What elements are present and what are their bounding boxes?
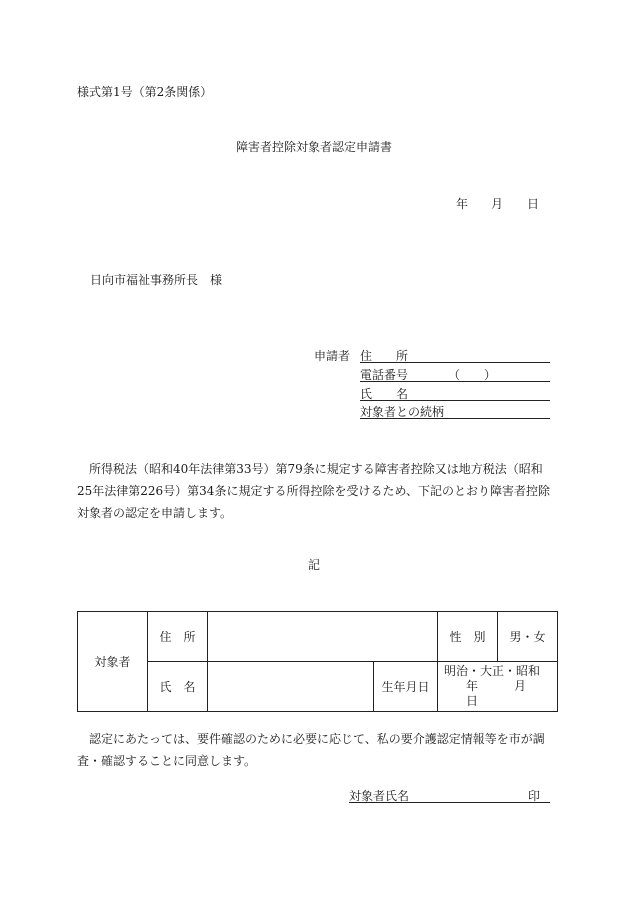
applicant-name-line[interactable] [360, 400, 550, 401]
subject-address-label: 住 所 [148, 612, 208, 662]
subject-table [77, 611, 563, 712]
birthdate-ymd: 年 月 日 [466, 679, 563, 708]
form-number: 様式第1号（第2条関係） [77, 85, 213, 99]
subject-name-label: 氏 名 [148, 662, 208, 712]
consent-text: 認定にあたっては、要件確認のために必要に応じて、私の要介護認定情報等を市が調査・確認することに同意します。 [77, 732, 545, 768]
date-month: 月 [491, 197, 504, 211]
signature-line[interactable] [349, 802, 550, 803]
application-body-text: 所得税法（昭和40年法律第33号）第79条に規定する障害者控除又は地方税法（昭和25年法律第226号）第34条に規定する所得控除を受けるため、下記のとおり障害者控除対象者の認定を申請します。 [77, 462, 550, 520]
date-day: 日 [527, 197, 540, 211]
subject-name-field[interactable] [208, 662, 374, 712]
subject-address-field[interactable] [208, 612, 438, 662]
applicant-relation-label: 対象者との続柄 [360, 405, 445, 419]
applicant-name-label: 氏 名 [360, 387, 409, 401]
ki-heading: 記 [308, 558, 321, 572]
addressee: 日向市福祉事務所長 様 [90, 273, 223, 287]
applicant-relation-line[interactable] [360, 418, 550, 419]
applicant-address-line[interactable] [360, 362, 550, 363]
applicant-address-label: 住 所 [360, 349, 409, 363]
applicant-phone-line[interactable] [360, 381, 550, 382]
document-title: 障害者控除対象者認定申請書 [236, 140, 393, 154]
date-year: 年 [456, 197, 469, 211]
subject-label: 対象者 [78, 612, 148, 712]
birthdate-field[interactable] [438, 662, 563, 712]
applicant-label: 申請者 [314, 349, 351, 363]
birthdate-era: 明治・大正・昭和 [444, 664, 541, 678]
gender-label: 性 別 [438, 612, 498, 662]
applicant-phone-parens: （ ） [448, 368, 497, 382]
gender-options[interactable]: 男・女 [498, 612, 558, 662]
applicant-phone-label: 電話番号 [360, 368, 409, 382]
seal-mark: 印 [528, 789, 541, 803]
birthdate-label: 生年月日 [374, 662, 438, 712]
signature-label: 対象者氏名 [349, 789, 410, 803]
